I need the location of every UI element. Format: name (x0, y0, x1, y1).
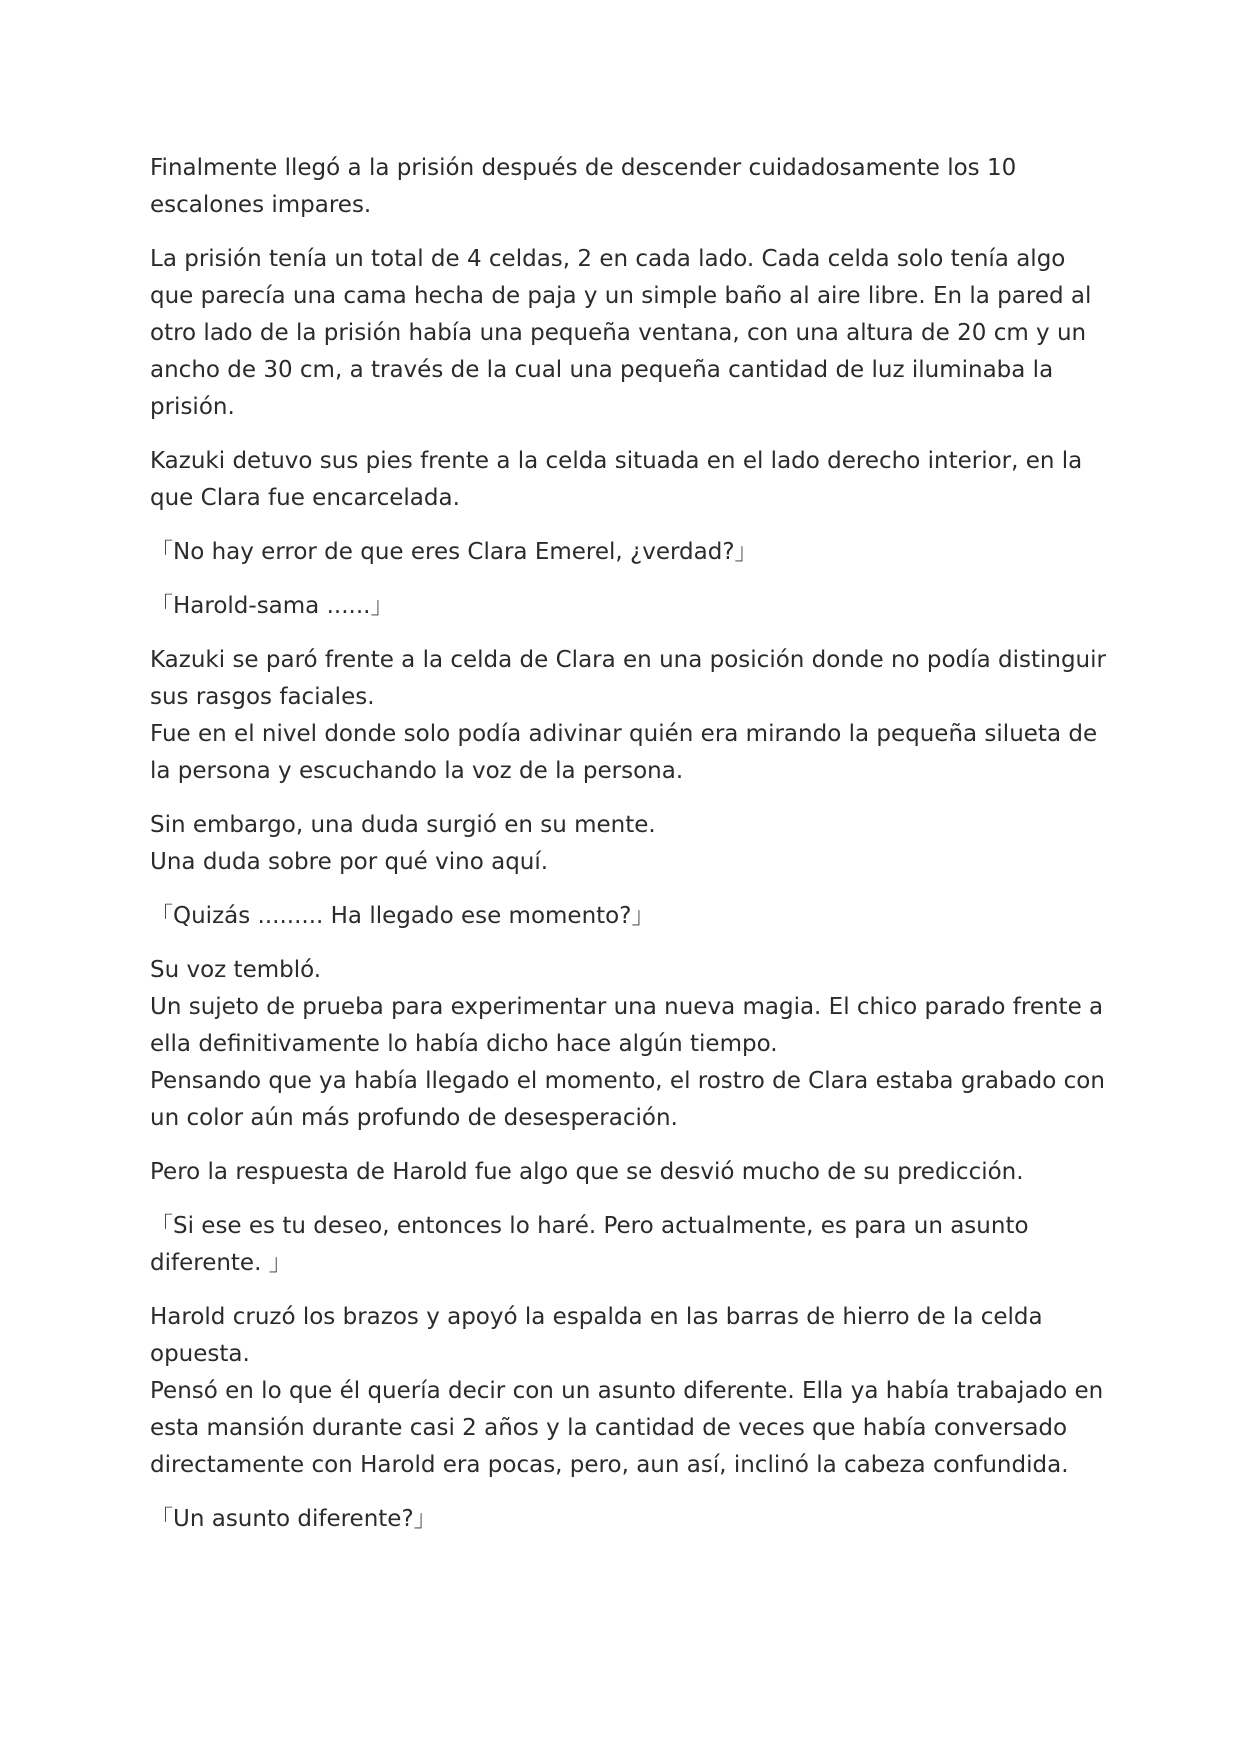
text-line: ella definitivamente lo había dicho hace algún tiempo. (150, 1031, 778, 1057)
dialogue-paragraph (150, 1208, 1100, 1282)
text-line: que parecía una cama hecha de paja y un simple baño al aire libre. En la pared al (150, 283, 1092, 309)
paragraph (150, 642, 1106, 790)
paragraph (150, 1154, 1100, 1191)
text-line: Finalmente llegó a la prisión después de descender cuidadosamente los 10 (150, 155, 1017, 181)
text-line: diferente. 」 (150, 1250, 292, 1276)
text-line: esta mansión durante casi 2 años y la cantidad de veces que había conversado (150, 1415, 1068, 1441)
text-line: Pero la respuesta de Harold fue algo que se desvió mucho de su predicción. (150, 1159, 1024, 1185)
paragraph (150, 443, 1100, 517)
text-line: Pensó en lo que él quería decir con un asunto diferente. Ella ya había trabajado en (150, 1378, 1104, 1404)
text-line: Harold cruzó los brazos y apoyó la espalda en las barras de hierro de la celda (150, 1304, 1043, 1330)
text-line: un color aún más profundo de desesperación. (150, 1105, 678, 1131)
paragraph (150, 241, 1100, 426)
dialogue-paragraph (150, 1501, 1100, 1538)
dialogue-paragraph (150, 588, 1100, 625)
text-line: ancho de 30 cm, a través de la cual una pequeña cantidad de luz iluminaba la (150, 357, 1054, 383)
paragraph (150, 1299, 1104, 1484)
text-line: directamente con Harold era pocas, pero, aun así, inclinó la cabeza confundida. (150, 1452, 1069, 1478)
paragraph (150, 807, 1100, 881)
text-line: Una duda sobre por qué vino aquí. (150, 849, 549, 875)
text-line: opuesta. (150, 1341, 250, 1367)
text-line: Sin embargo, una duda surgió en su mente. (150, 812, 656, 838)
dialogue-paragraph (150, 898, 1100, 935)
text-line: 「Harold-sama ......」 (150, 593, 394, 619)
document-page (150, 150, 1106, 1555)
text-line: 「Un asunto diferente?」 (150, 1506, 437, 1532)
text-line: la persona y escuchando la voz de la persona. (150, 758, 684, 784)
text-line: Fue en el nivel donde solo podía adivinar quién era mirando la pequeña silueta de (150, 721, 1098, 747)
text-line: La prisión tenía un total de 4 celdas, 2 en cada lado. Cada celda solo tenía algo (150, 246, 1066, 272)
paragraph (150, 150, 1100, 224)
dialogue-paragraph (150, 534, 1100, 571)
text-line: 「Si ese es tu deseo, entonces lo haré. Pero actualmente, es para un asunto (150, 1213, 1029, 1239)
text-line: prisión. (150, 394, 235, 420)
text-line: Su voz tembló. (150, 957, 322, 983)
text-line: 「No hay error de que eres Clara Emerel, ¿verdad?」 (150, 539, 758, 565)
text-line: Kazuki detuvo sus pies frente a la celda situada en el lado derecho interior, en la (150, 448, 1083, 474)
paragraph (150, 952, 1105, 1137)
text-line: 「Quizás ......... Ha llegado ese momento?」 (150, 903, 655, 929)
text-line: Un sujeto de prueba para experimentar una nueva magia. El chico parado frente a (150, 994, 1104, 1020)
text-line: escalones impares. (150, 192, 372, 218)
text-line: sus rasgos faciales. (150, 684, 375, 710)
text-line: Kazuki se paró frente a la celda de Clara en una posición donde no podía distinguir (150, 647, 1106, 673)
text-line: Pensando que ya había llegado el momento, el rostro de Clara estaba grabado con (150, 1068, 1105, 1094)
text-line: otro lado de la prisión había una pequeña ventana, con una altura de 20 cm y un (150, 320, 1087, 346)
text-line: que Clara fue encarcelada. (150, 485, 460, 511)
